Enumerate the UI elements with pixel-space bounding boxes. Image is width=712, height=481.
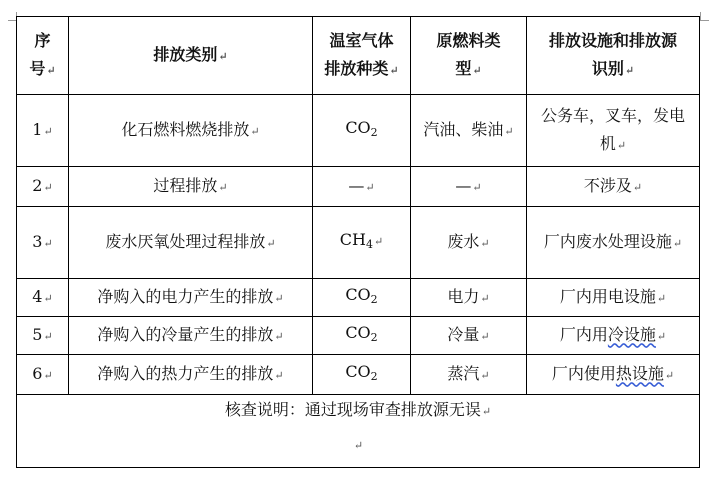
- table-row: [17, 279, 700, 317]
- note-cell: [17, 395, 700, 468]
- cell-no: [17, 279, 69, 317]
- paragraph-mark: ↵: [664, 368, 675, 382]
- header-category: [69, 17, 313, 95]
- gas-formula: CH: [339, 230, 366, 249]
- gas-subscript: 2: [370, 126, 378, 139]
- paragraph-mark: ↵: [266, 236, 276, 250]
- cell-facility: [527, 355, 700, 395]
- table-row: [17, 355, 700, 395]
- corner-mark-right: [700, 12, 709, 21]
- gas-subscript: 2: [370, 331, 378, 344]
- paragraph-mark: ↵: [43, 236, 53, 250]
- paragraph-mark: ↵: [616, 138, 627, 152]
- header-facility-line1: 排放设施和排放源: [548, 30, 677, 50]
- paragraph-mark: ↵: [472, 63, 482, 77]
- row-fuel: —: [455, 175, 472, 195]
- cell-gas: [313, 167, 411, 207]
- paragraph-mark: ↵: [43, 291, 53, 305]
- paragraph-mark: ↵: [480, 236, 490, 250]
- row-category: 净购入的热力产生的排放: [97, 363, 274, 383]
- cell-gas: [313, 207, 411, 279]
- cell-category: [69, 355, 313, 395]
- cell-facility: [527, 167, 700, 207]
- row-category: 过程排放: [153, 175, 218, 195]
- cell-fuel: [411, 207, 527, 279]
- paragraph-mark: ↵: [274, 291, 284, 305]
- header-gas-line2: 排放种类: [324, 58, 389, 78]
- paragraph-mark: ↵: [632, 180, 643, 194]
- row-no: 3: [32, 231, 43, 251]
- row-no: 1: [32, 119, 43, 139]
- cell-no: [17, 207, 69, 279]
- row-fuel: 汽油、柴油: [423, 119, 504, 139]
- cell-fuel: [411, 95, 527, 167]
- cell-category: [69, 207, 313, 279]
- table-row: [17, 167, 700, 207]
- paragraph-mark: ↵: [43, 180, 53, 194]
- row-facility-spellcheck: 冷设施: [607, 324, 656, 344]
- cell-fuel: [411, 355, 527, 395]
- gas-formula: CO: [345, 285, 371, 304]
- cell-no: [17, 167, 69, 207]
- cell-no: [17, 95, 69, 167]
- cell-category: [69, 95, 313, 167]
- row-category: 化石燃料燃烧排放: [121, 119, 250, 139]
- cell-fuel: [411, 317, 527, 355]
- gas-formula: CO: [345, 323, 371, 342]
- row-facility: 厂内使用: [551, 363, 616, 383]
- paragraph-mark: ↵: [481, 405, 492, 418]
- row-facility: 厂内用: [559, 324, 608, 344]
- header-fuel-line1: 原燃料类: [436, 30, 501, 50]
- paragraph-mark: ↵: [365, 180, 375, 194]
- row-facility: 厂内废水处理设施: [543, 231, 672, 251]
- row-facility-spellcheck: 热设施: [615, 363, 664, 383]
- row-no: 5: [32, 324, 43, 344]
- paragraph-mark: ↵: [43, 368, 53, 382]
- row-facility: 厂内用电设施: [559, 286, 656, 306]
- paragraph-mark: ↵: [353, 439, 364, 452]
- row-fuel: 蒸汽: [447, 363, 480, 383]
- gas-formula: CO: [345, 118, 371, 137]
- cell-facility: [527, 279, 700, 317]
- row-fuel: 废水: [447, 231, 480, 251]
- row-no: 2: [32, 175, 43, 195]
- cell-category: [69, 317, 313, 355]
- table-row: [17, 95, 700, 167]
- header-no: [17, 17, 69, 95]
- row-category: 净购入的电力产生的排放: [97, 286, 274, 306]
- paragraph-mark: ↵: [480, 291, 490, 305]
- paragraph-mark: ↵: [43, 124, 53, 138]
- table-row: [17, 317, 700, 355]
- cell-gas: [313, 95, 411, 167]
- paragraph-mark: ↵: [656, 329, 667, 343]
- emission-sources-table: [16, 16, 700, 468]
- cell-facility: [527, 317, 700, 355]
- row-category: 净购入的冷量产生的排放: [97, 324, 274, 344]
- paragraph-mark: ↵: [218, 49, 228, 63]
- cell-no: [17, 355, 69, 395]
- paragraph-mark: ↵: [250, 124, 260, 138]
- row-category: 废水厌氧处理过程排放: [105, 231, 266, 251]
- cell-category: [69, 279, 313, 317]
- header-fuel-line2: 型: [455, 58, 472, 78]
- paragraph-mark: ↵: [46, 63, 56, 77]
- header-gas: [313, 17, 411, 95]
- verification-note: 核查说明：通过现场审查排放源无误: [224, 400, 481, 419]
- table-row: [17, 207, 700, 279]
- paragraph-mark: ↵: [373, 235, 384, 248]
- header-no-line2: 号: [29, 58, 46, 78]
- gas-formula: CO: [345, 362, 371, 381]
- paragraph-mark: ↵: [274, 329, 284, 343]
- gas-subscript: 2: [370, 293, 378, 306]
- paragraph-mark: ↵: [218, 180, 228, 194]
- row-facility: 公务车，叉车，发电机: [540, 105, 685, 153]
- paragraph-mark: ↵: [624, 63, 635, 77]
- cell-gas: [313, 279, 411, 317]
- cell-fuel: [411, 279, 527, 317]
- paragraph-mark: ↵: [504, 124, 514, 138]
- paragraph-mark: ↵: [480, 329, 490, 343]
- paragraph-mark: ↵: [274, 368, 284, 382]
- cell-facility: [527, 95, 700, 167]
- paragraph-mark: ↵: [656, 291, 667, 305]
- header-facility-line2: 识别: [591, 58, 624, 78]
- gas-subscript: 2: [370, 370, 378, 383]
- header-no-line1: 序: [34, 30, 51, 50]
- row-no: 4: [32, 286, 43, 306]
- header-row: [17, 17, 700, 95]
- header-category-label: 排放类别: [153, 44, 218, 64]
- paragraph-mark: ↵: [480, 368, 490, 382]
- row-fuel: 冷量: [447, 324, 480, 344]
- cell-facility: [527, 207, 700, 279]
- note-row: [17, 395, 700, 468]
- header-gas-line1: 温室气体: [329, 30, 394, 50]
- header-facility: [527, 17, 700, 95]
- paragraph-mark: ↵: [389, 63, 399, 77]
- row-fuel: 电力: [447, 286, 480, 306]
- paragraph-mark: ↵: [43, 329, 53, 343]
- gas-formula: —: [348, 175, 365, 195]
- row-facility: 不涉及: [583, 175, 632, 195]
- paragraph-mark: ↵: [672, 236, 683, 250]
- cell-category: [69, 167, 313, 207]
- cell-gas: [313, 317, 411, 355]
- cell-fuel: [411, 167, 527, 207]
- paragraph-mark: ↵: [472, 180, 482, 194]
- header-fuel: [411, 17, 527, 95]
- cell-no: [17, 317, 69, 355]
- gas-subscript: 4: [365, 238, 373, 251]
- cell-gas: [313, 355, 411, 395]
- row-no: 6: [32, 363, 43, 383]
